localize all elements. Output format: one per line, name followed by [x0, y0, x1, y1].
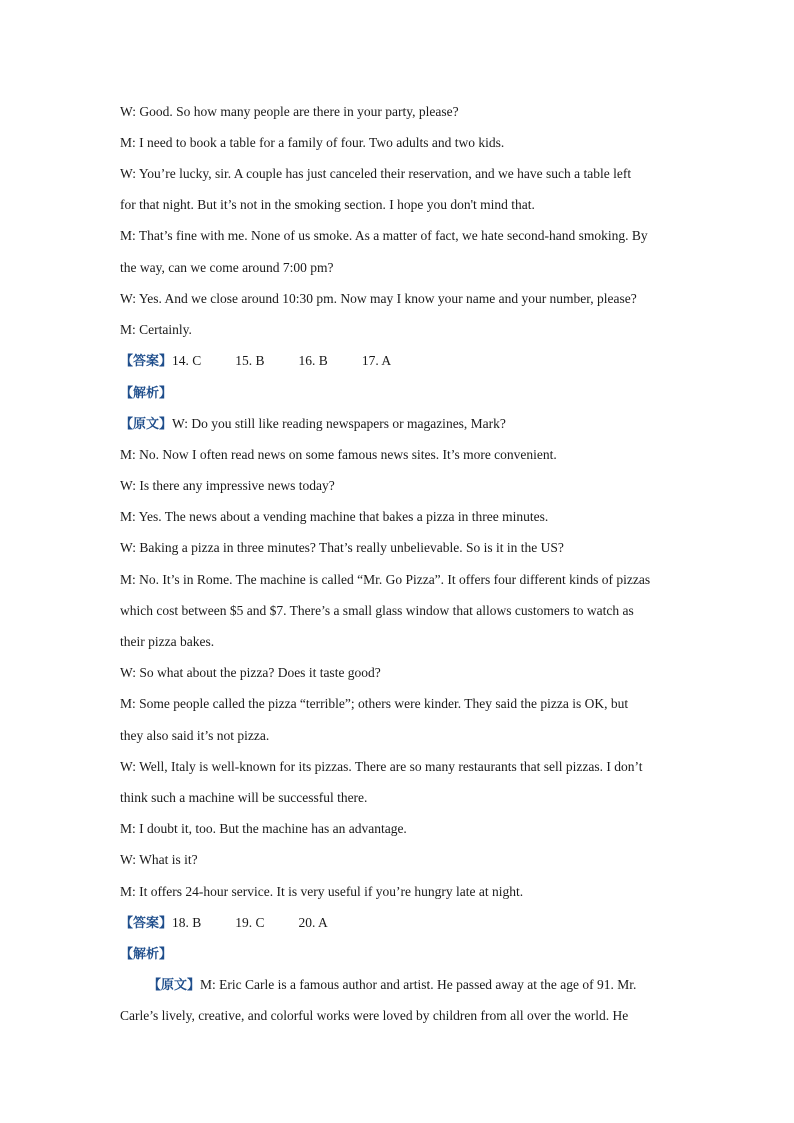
dialogue-line: which cost between $5 and $7. There’s a small glass window that allows customers to watch as — [120, 603, 634, 618]
analysis-label: 【解析】 — [120, 947, 173, 962]
answer-label: 【答案】 — [120, 354, 173, 369]
dialogue-line: W: Yes. And we close around 10:30 pm. Now may I know your name and your number, please? — [120, 291, 637, 306]
dialogue-line: M: Certainly. — [120, 322, 192, 337]
answer-item: 16. B — [298, 353, 328, 368]
dialogue-line: M: I need to book a table for a family of four. Two adults and two kids. — [120, 135, 505, 150]
dialogue-line: the way, can we come around 7:00 pm? — [120, 260, 334, 275]
dialogue-line: for that night. But it’s not in the smoking section. I hope you don't mind that. — [120, 197, 535, 212]
dialogue-line: W: Good. So how many people are there in your party, please? — [120, 104, 459, 119]
dialogue-line: M: No. Now I often read news on some famous news sites. It’s more convenient. — [120, 447, 557, 462]
answer-item: 14. C — [172, 353, 202, 368]
dialogue-line: W: You’re lucky, sir. A couple has just canceled their reservation, and we have such a table left — [120, 166, 632, 181]
dialogue-line: W: Is there any impressive news today? — [120, 478, 335, 493]
dialogue-line: W: Baking a pizza in three minutes? That’s really unbelievable. So is it in the US? — [120, 540, 564, 555]
analysis-heading — [120, 384, 172, 403]
source-first-line — [148, 976, 636, 995]
dialogue-line: W: Well, Italy is well-known for its pizzas. There are so many restaurants that sell pizzas. I don’t — [120, 759, 643, 774]
dialogue-line: M: Some people called the pizza “terrible”; others were kinder. They said the pizza is OK, but — [120, 696, 629, 711]
dialogue-line: M: I doubt it, too. But the machine has an advantage. — [120, 821, 407, 836]
paragraph-line: M: Eric Carle is a famous author and artist. He passed away at the age of 91. Mr. — [200, 977, 637, 992]
answer-item: 20. A — [298, 915, 328, 930]
dialogue-line: M: It offers 24-hour service. It is very useful if you’re hungry late at night. — [120, 884, 524, 899]
dialogue-line: they also said it’s not pizza. — [120, 728, 270, 743]
source-label: 【原文】 — [120, 417, 173, 432]
source-label: 【原文】 — [148, 978, 201, 993]
answer-row — [120, 352, 391, 371]
dialogue-line: M: That’s fine with me. None of us smoke. As a matter of fact, we hate second-hand smoking. By — [120, 228, 648, 243]
answer-item: 17. A — [361, 353, 392, 368]
dialogue-line: think such a machine will be successful there. — [120, 790, 368, 805]
source-first-line — [120, 415, 506, 434]
analysis-heading — [120, 945, 172, 964]
paragraph-line: Carle’s lively, creative, and colorful works were loved by children from all over the world. He — [120, 1008, 629, 1023]
dialogue-line: M: No. It’s in Rome. The machine is called “Mr. Go Pizza”. It offers four different kinds of pizzas — [120, 572, 651, 587]
dialogue-line: M: Yes. The news about a vending machine that bakes a pizza in three minutes. — [120, 509, 549, 524]
answer-item: 19. C — [235, 915, 265, 930]
dialogue-line: W: Do you still like reading newspapers or magazines, Mark? — [172, 416, 506, 431]
dialogue-line: W: What is it? — [120, 852, 198, 867]
dialogue-line: W: So what about the pizza? Does it taste good? — [120, 665, 381, 680]
analysis-label: 【解析】 — [120, 386, 173, 401]
dialogue-line: their pizza bakes. — [120, 634, 215, 649]
answer-item: 15. B — [235, 353, 265, 368]
answer-item: 18. B — [172, 915, 202, 930]
answer-row — [120, 914, 328, 933]
answer-label: 【答案】 — [120, 916, 173, 931]
